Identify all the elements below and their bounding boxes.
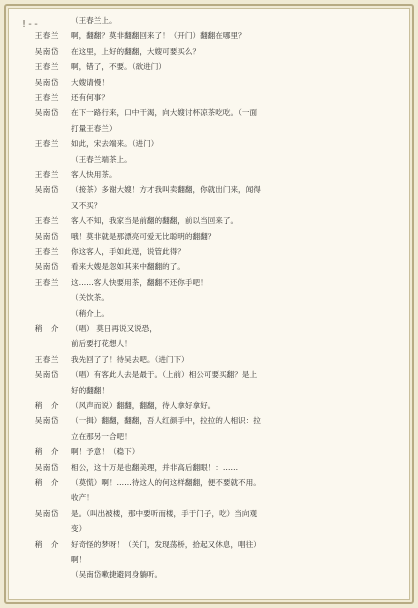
speaker-name: 吴南岱 [34, 185, 59, 195]
script-line [19, 91, 397, 104]
speaker-name: 吴南岱 [34, 231, 59, 241]
line-text: （王春兰上。 [71, 16, 117, 25]
script-line [19, 368, 397, 381]
script-line [19, 245, 397, 258]
line-text: 啊！予意！（稳下） [71, 447, 140, 457]
script-line [19, 153, 397, 166]
line-text: （唱） 莫日再说又说恐， [71, 324, 157, 333]
script-line [19, 76, 397, 89]
line-text: 客人快用茶。 [71, 170, 117, 179]
script-line [19, 430, 397, 443]
line-text: 客人不知，我家当是前翻的翻翻，前以当回来了。 [71, 216, 239, 226]
line-text: 还有何事？ [71, 93, 109, 102]
script-line [19, 337, 397, 350]
script-line [19, 399, 397, 412]
script-line [19, 476, 397, 489]
line-text: （唱）有客此人去是最于。（上前）相公可要买翻？是上 [71, 370, 258, 380]
script-line [19, 137, 397, 150]
script-line [19, 538, 397, 551]
script-line [19, 507, 397, 520]
line-text: 收产！ [71, 493, 94, 503]
script-line [19, 307, 397, 320]
script-line [19, 214, 397, 227]
speaker-name: 王春兰 [34, 170, 59, 179]
script-line [19, 276, 397, 289]
script-line [19, 106, 397, 119]
line-text: （风声而说）翻翻，翻翻，待人拿好拿好。 [71, 401, 216, 410]
script-line [19, 414, 397, 427]
line-text: 啊！ [71, 555, 87, 564]
line-text: （莫慌）啊！……待这人的何这样翻翻，便不要就不用。 [71, 478, 261, 487]
line-text: 相公，这十万是也翻美理，并非高后翻眼！：…… [71, 462, 239, 472]
line-text: 好的翻翻！ [71, 385, 109, 395]
speaker-name: 王春兰 [34, 247, 59, 256]
line-text: （稍介上。 [71, 308, 109, 318]
line-text: （接茶）多谢大嫂！方才我叫卖翻翻，你就出门来，闻得 [71, 185, 261, 195]
speaker-name: 吴南岱 [34, 508, 59, 518]
line-text: 我先回了了！待吴去吧。（进门下） [71, 354, 189, 364]
speaker-name: 王春兰 [34, 216, 59, 226]
speaker-name: 吴南岱 [34, 108, 59, 118]
speaker-name: 王春兰 [34, 62, 59, 72]
script-line [19, 168, 397, 181]
script-line [19, 60, 397, 73]
line-text: （王春兰端茶上。 [71, 154, 132, 164]
speaker-name: 稍 介 [34, 401, 59, 410]
page-inner-panel [8, 8, 410, 600]
line-text: 这……客人快要用茶，翻翻不还你手吧！ [71, 277, 208, 287]
line-text: 是。（叫出被楼，那中要听而楼，手于门子，吃）当向观 [71, 508, 258, 518]
line-text: （一揖）翻翻，翻翻，吾人红颜手中，拉拉的人相识：拉 [71, 416, 261, 426]
script-line [19, 199, 397, 212]
speaker-name: 王春兰 [34, 31, 59, 41]
script-line [19, 491, 397, 504]
script-line [19, 461, 397, 474]
script-line [19, 322, 397, 335]
speaker-name: 王春兰 [34, 93, 59, 102]
script-line [19, 353, 397, 366]
script-line [19, 45, 397, 58]
script-line [19, 522, 397, 535]
script-line [19, 230, 397, 243]
line-text: 又不买？ [71, 200, 102, 210]
line-text: 变） [71, 524, 87, 534]
line-text: 看来大嫂是忽如其来中翻翻的了。 [71, 262, 185, 272]
speaker-name: 吴南岱 [34, 262, 59, 272]
script-line [19, 553, 397, 566]
line-text: 啊，翻翻？莫非翻翻回来了！（开门）翻翻在哪里？ [71, 31, 246, 41]
line-text: 在这里，上好的翻翻，大嫂可要买么？ [71, 46, 201, 56]
line-text: 大嫂请慢！ [71, 77, 109, 87]
line-text: 如此，宋去端来。（进门） [71, 139, 159, 149]
speaker-name: 吴南岱 [34, 46, 59, 56]
script-line [19, 445, 397, 458]
script-line [19, 291, 397, 304]
line-text: 你这客人，手如此逞，说管此得？ [71, 247, 185, 256]
speaker-name: 吴南岱 [34, 77, 59, 87]
script-line [19, 183, 397, 196]
line-text: 打量王春兰） [71, 123, 117, 133]
script-line [19, 14, 397, 27]
corner-mark: !-- [21, 19, 40, 30]
speaker-name: 稍 介 [34, 324, 59, 333]
script-line [19, 384, 397, 397]
speaker-name: 稍 介 [34, 539, 59, 549]
line-text: 哦！莫非就是那漂亮可爱无比聪明的翻翻？ [71, 231, 216, 241]
line-text: （关饮茶。 [71, 293, 109, 303]
line-text: 啊，错了，不要。（欲进门） [71, 62, 166, 72]
speaker-name: 王春兰 [34, 354, 59, 364]
script-line [19, 122, 397, 135]
script-lines [9, 9, 409, 599]
script-line [19, 260, 397, 273]
line-text: 好奇怪的梦呀！（关门，发现荡桥，拾起又休息，唱往） [71, 539, 261, 549]
script-line [19, 568, 397, 581]
line-text: （吴南岱嗽捷避同身躺听。 [71, 570, 163, 580]
line-text: 在下一路行来，口中干渴，向大嫂讨杯凉茶吃吃。（一面 [71, 108, 258, 118]
line-text: 立在那另一合吧！ [71, 431, 132, 441]
speaker-name: 王春兰 [34, 277, 59, 287]
speaker-name: 吴南岱 [34, 462, 59, 472]
speaker-name: 吴南岱 [34, 416, 59, 426]
speaker-name: 稍 介 [34, 447, 59, 457]
speaker-name: 稍 介 [34, 478, 59, 487]
speaker-name: 吴南岱 [34, 370, 59, 380]
script-line [19, 29, 397, 42]
speaker-name: 王春兰 [34, 139, 59, 149]
line-text: 前后要打花想人！ [71, 339, 132, 349]
